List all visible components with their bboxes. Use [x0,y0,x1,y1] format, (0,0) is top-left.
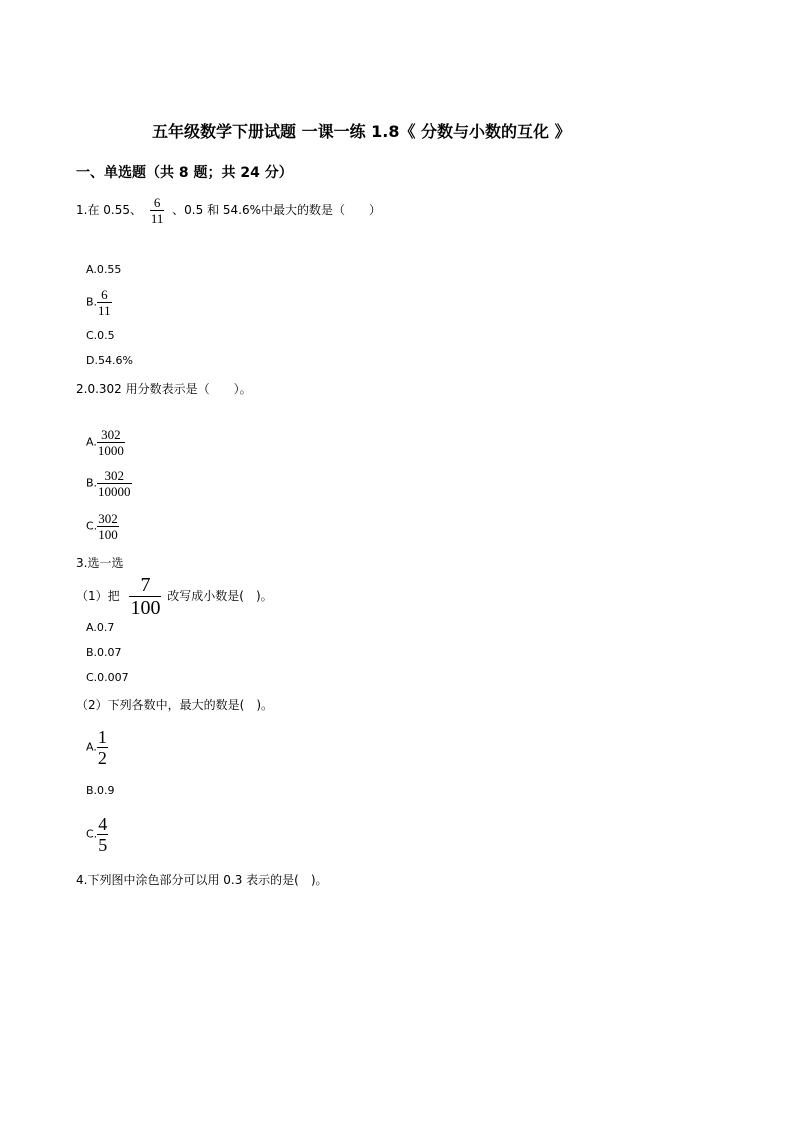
question-3-sub-2-option-a[interactable] [86,728,108,767]
fraction-denominator: 11 [150,211,164,226]
fraction-denominator: 10000 [98,484,131,499]
question-2-option-c[interactable] [86,512,119,541]
question-3-sub-2-option-c[interactable] [86,815,108,854]
fraction-denominator: 1000 [97,443,124,458]
option-label: A. [86,435,97,449]
question-1 [76,196,381,225]
fraction-numerator: 7 [140,574,151,596]
fraction-denominator: 5 [98,835,108,855]
question-1-prefix: 1.在 0.55、 [76,203,142,217]
question-3-sub-1 [76,575,273,618]
option-fraction [97,288,112,317]
question-1-fraction [150,196,165,225]
question-1-suffix: 、0.5 和 54.6%中最大的数是（ ） [172,203,382,217]
question-1-option-d[interactable]: D.54.6% [86,354,133,367]
option-fraction [97,469,132,498]
option-fraction [97,512,119,541]
question-4: 4.下列图中涂色部分可以用 0.3 表示的是( )。 [76,873,328,887]
option-label: C. [86,519,98,533]
section-heading: 一、单选题（共 8 题；共 24 分） [76,165,293,181]
option-fraction [97,815,108,854]
fraction-numerator: 302 [101,427,121,442]
fraction-denominator: 100 [98,527,118,542]
option-fraction [97,428,125,457]
fraction-numerator: 6 [101,287,108,302]
question-3-sub-1-option-c[interactable]: C.0.007 [86,671,129,684]
question-1-option-c[interactable]: C.0.5 [86,329,115,342]
question-2-option-b[interactable] [86,469,132,498]
question-3-sub-1-option-a[interactable]: A.0.7 [86,621,115,634]
fraction-numerator: 4 [98,814,108,834]
question-3: 3.选一选 [76,556,124,570]
question-3-sub-2: （2）下列各数中，最大的数是( )。 [76,698,273,712]
question-3-sub-2-option-b[interactable]: B.0.9 [86,784,115,797]
sub-question-suffix: 改写成小数是( )。 [167,589,273,603]
question-1-option-b[interactable] [86,288,112,317]
option-label: A. [86,740,97,754]
question-2-option-a[interactable] [86,428,125,457]
page-title: 五年级数学下册试题 一课一练 1.8《 分数与小数的互化 》 [152,122,571,141]
fraction-numerator: 302 [104,468,125,483]
option-label: B. [86,476,98,490]
fraction-numerator: 1 [97,727,107,747]
fraction-numerator: 6 [153,195,161,210]
fraction-denominator: 11 [98,303,111,318]
sub-question-prefix: （1）把 [76,589,120,603]
option-fraction [97,728,108,767]
option-label: C. [86,827,98,841]
question-2: 2.0.302 用分数表示是（ ）。 [76,382,252,396]
fraction-numerator: 302 [98,511,118,526]
option-label: B. [86,295,98,309]
sub-question-fraction [129,575,161,618]
fraction-denominator: 100 [130,597,161,619]
question-3-sub-1-option-b[interactable]: B.0.07 [86,646,122,659]
fraction-denominator: 2 [97,748,107,768]
question-1-option-a[interactable]: A.0.55 [86,263,122,276]
